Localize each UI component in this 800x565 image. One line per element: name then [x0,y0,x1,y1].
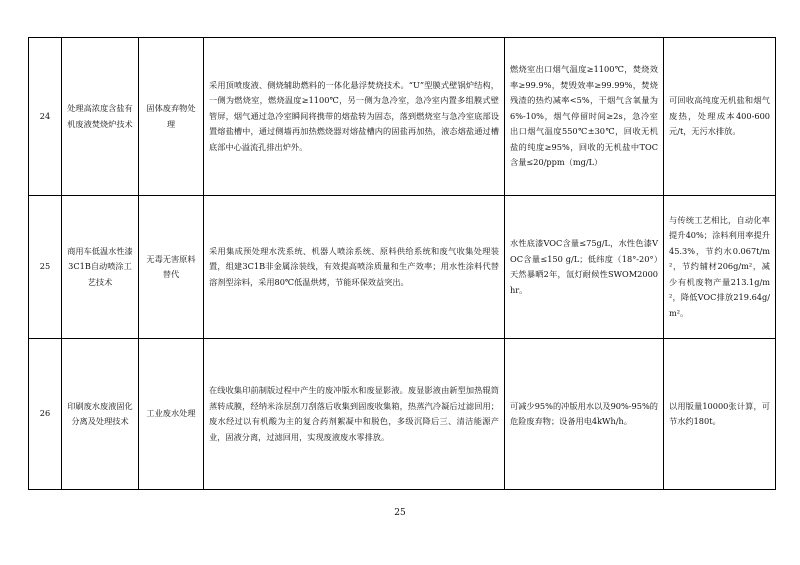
benefit-indicators: 与传统工艺相比，自动化率提升40%；涂料利用率提升45.3%，节约水0.067t/m²，节约辅材206g/m²，减少有机废物产量213.1g/m²，降低VOC排放219.64g/m²。 [664,196,776,339]
technical-indicators: 燃烧室出口烟气温度≥1100℃，焚烧效率≥99.9%，焚毁效率≥99.99%，焚烧残渣的热灼减率<5%，干烟气含氧量为6%-10%，烟气停留时间≥2s，急冷室出口烟气温度550℃±30℃，回收无机盐的纯度≥95%，回收的无机盐中TOC含量≤20/ppm（mg/L） [505,38,664,196]
benefit-indicators: 以用版量10000张计算，可节水约180t。 [664,339,776,490]
technology-name: 印刷废水废液固化分离及处理技术 [62,339,139,490]
technology-category: 固体废弃物处理 [139,38,204,196]
benefit-indicators: 可回收高纯度无机盐和烟气废热，处理成本400-600元/t，无污水排放。 [664,38,776,196]
table-row [29,196,776,339]
technology-table [28,37,776,490]
page-number: 25 [394,508,406,518]
technology-description: 在线收集印前制版过程中产生的废冲版水和废显影液。废显影液由新型加热辊筒蒸转成膜，经纳米涂层刮刀刮落后收集到固废收集箱，热蒸汽冷凝后过滤回用；废水经过以有机酸为主的复合药剂絮凝中和脱色，多级沉降后三、清洁能源产业，固液分离，过滤回用，实现废液废水零排放。 [204,339,505,490]
technology-category: 工业废水处理 [139,339,204,490]
technology-name: 处理高浓度含盐有机废液焚烧炉技术 [62,38,139,196]
technical-indicators: 水性底漆VOC含量≤75g/L，水性色漆VOC含量≤150 g/L；低纬度（18°-20°）天然暴晒2年，氙灯耐候性SWOM2000hr。 [505,196,664,339]
row-number: 24 [29,38,62,196]
table-row [29,38,776,196]
technology-category: 无毒无害原料替代 [139,196,204,339]
row-number: 26 [29,339,62,490]
technology-description: 采用集成预处理水洗系统、机器人喷涂系统、原料供给系统和废气收集处理装置，组建3C1B非金属涂装线，有效提高喷涂质量和生产效率；用水性涂料代替溶剂型涂料，采用80℃低温烘烤，节能环保效益突出。 [204,196,505,339]
table-row [29,339,776,490]
row-number: 25 [29,196,62,339]
technology-description: 采用顶喷废液、侧烧辅助燃料的一体化悬浮焚烧技术。“U”型膜式壁锅炉结构，一侧为燃烧室，燃烧温度≥1100℃，另一侧为急冷室，急冷室内置多组膜式壁管屏，烟气通过急冷室瞬间将携带的熔盐转为固态，落到燃烧室与急冷室底部设置熔盐槽中，通过侧墙再加热燃烧器对熔盐槽内的固盐再加热，液态熔盐通过槽底部中心溢流孔排出炉外。 [204,38,505,196]
technical-indicators: 可减少95%的冲版用水以及90%-95%的危险废弃物；设备用电4kWh/h。 [505,339,664,490]
technology-name: 商用车低温水性漆3C1B自动喷涂工艺技术 [62,196,139,339]
